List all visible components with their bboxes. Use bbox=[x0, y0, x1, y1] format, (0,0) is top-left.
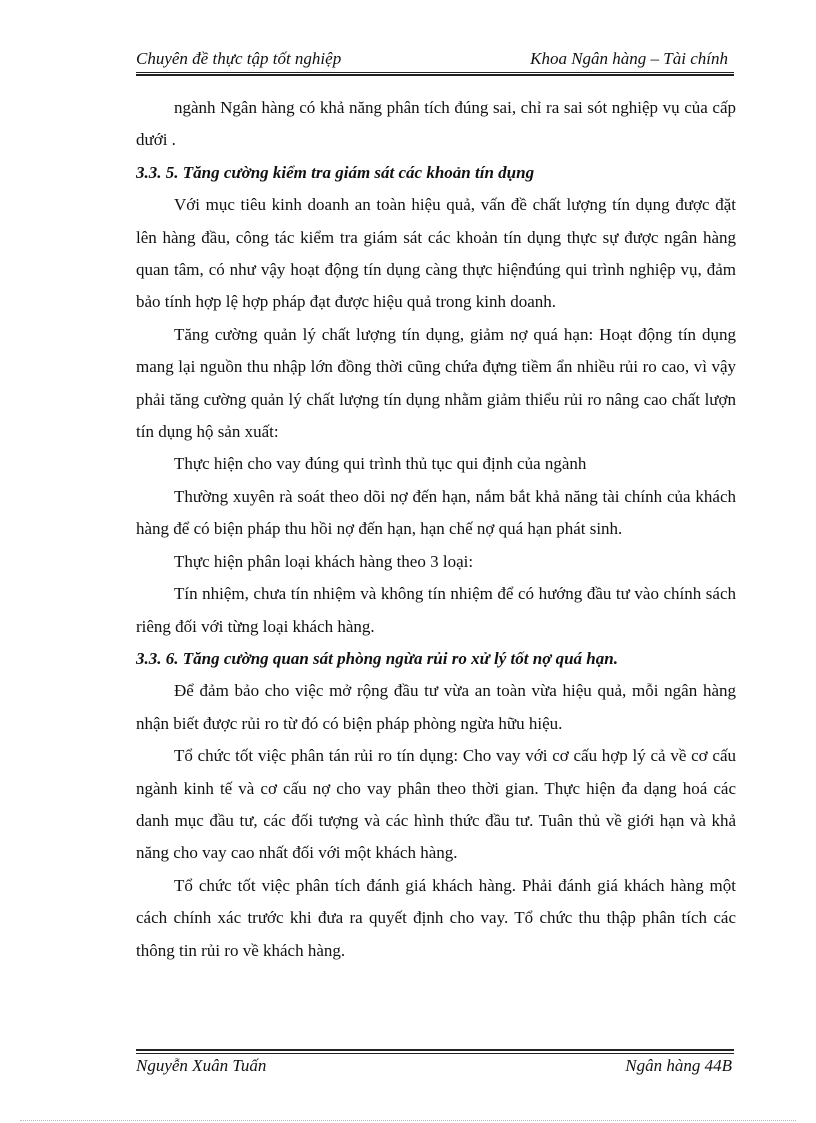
footer-class: Ngân hàng 44B bbox=[625, 1056, 732, 1075]
paragraph-4: Thường xuyên rà soát theo dõi nợ đến hạn, nắm bắt khả năng tài chính của khách hàng để có biện pháp thu hồi nợ đến hạn, hạn chế nợ quá hạn phát sinh. bbox=[136, 486, 736, 539]
paragraph-2: Tăng cường quản lý chất lượng tín dụng, giảm nợ quá hạn: Hoạt động tín dụng mang lại nguồn thu nhập lớn đồng thời cũng chứa đựng tiềm ẩn nhiều rủi ro cao, vì vậy phải tăng cường quản lý chất lượng tín dụng nhằm giảm thiểu rủi ro nâng cao chất lượn tín dụng hộ sản xuất: bbox=[136, 324, 736, 442]
heading-3-3-6: 3.3. 6. Tăng cường quan sát phòng ngừa rủi ro xử lý tốt nợ quá hạn. bbox=[136, 648, 618, 668]
footer-rule bbox=[136, 1049, 734, 1054]
paragraph-7: Để đảm bảo cho việc mở rộng đầu tư vừa an toàn vừa hiệu quả, mỗi ngân hàng nhận biết được rủi ro từ đó có biện pháp phòng ngừa hữu hiệu. bbox=[136, 681, 736, 733]
page-edge-divider bbox=[20, 1120, 796, 1121]
page-header bbox=[136, 49, 730, 71]
document-body bbox=[136, 92, 736, 967]
heading-3-3-5: 3.3. 5. Tăng cường kiểm tra giám sát các khoản tín dụng bbox=[136, 162, 535, 182]
paragraph-5: Thực hiện phân loại khách hàng theo 3 loại: bbox=[174, 551, 474, 571]
header-right: Khoa Ngân hàng – Tài chính bbox=[530, 49, 728, 68]
paragraph-9: Tổ chức tốt việc phân tích đánh giá khách hàng. Phải đánh giá khách hàng một cách chính xác trước khi đưa ra quyết định cho vay. Tổ chức thu thập phân tích các thông tin rủi ro về khách hàng. bbox=[136, 875, 736, 960]
paragraph-3: Thực hiện cho vay đúng qui trình thủ tục qui định của ngành bbox=[174, 454, 587, 474]
paragraph-1: Với mục tiêu kinh doanh an toàn hiệu quả, vấn đề chất lượng tín dụng được đặt lên hàng đầu, công tác kiểm tra giám sát các khoản tín dụng thực sự được ngân hàng quan tâm, có như vậy hoạt động tín dụng càng thực hiệnđúng qui trình nghiệp vụ, đảm bảo tính hợp lệ hợp pháp đạt được hiệu quả trong kinh doanh. bbox=[136, 195, 736, 312]
paragraph-8: Tổ chức tốt việc phân tán rủi ro tín dụng: Cho vay với cơ cấu hợp lý cả về cơ cấu ngành kinh tế và cơ cấu nợ cho vay phân theo thời gian. Thực hiện đa dạng hoá các danh mục đầu tư, các đối tượng và các hình thức đầu tư. Tuân thủ về giới hạn và khả năng cho vay cao nhất đối với một khách hàng. bbox=[136, 746, 736, 863]
footer-author: Nguyễn Xuân Tuấn bbox=[136, 1056, 267, 1075]
header-left: Chuyên đề thực tập tốt nghiệp bbox=[136, 49, 342, 68]
header-rule bbox=[136, 72, 734, 76]
paragraph-0: ngành Ngân hàng có khả năng phân tích đúng sai, chỉ ra sai sót nghiệp vụ của cấp dưới . bbox=[136, 98, 736, 150]
page-footer bbox=[136, 1056, 734, 1078]
paragraph-6: Tín nhiệm, chưa tín nhiệm và không tín nhiệm để có hướng đầu tư vào chính sách riêng đối với từng loại khách hàng. bbox=[136, 584, 736, 636]
